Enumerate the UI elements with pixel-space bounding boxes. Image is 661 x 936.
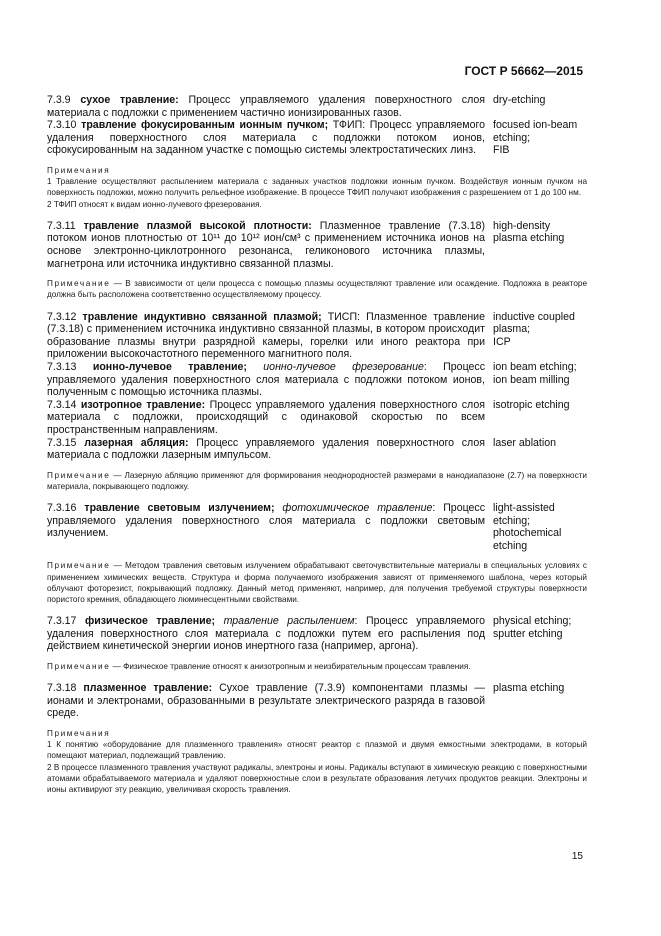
note-7-3-15: Примечание — Лазерную абляцию применяют для формирования неоднородностей размерами в нанодиапазоне (2.7) на поверхности материала, покрывающего подложку. bbox=[47, 470, 587, 491]
note-7-3-11: Примечание — В зависимости от цели процесса с помощью плазмы осуществляют травление или осаждение. Подложка в реакторе должна быть расположена соответственно осуществляемому процессу. bbox=[47, 279, 587, 300]
entry-7-3-18: 7.3.18 плазменное травление: Сухое травление (7.3.9) компонентами плазмы — ионами и электронами, образованными в результате электрического разряда в газовой среде. plasma etching bbox=[47, 682, 565, 720]
standard-header: ГОСТ Р 56662—2015 bbox=[464, 64, 583, 78]
entry-7-3-16: 7.3.16 травление световым излучением; фотохимическое травление: Процесс управляемого удаления поверхностного слоя материала с подложки световым излучением. light-assisted etching; photochemical etching bbox=[47, 502, 562, 552]
note-7-3-17: Примечание — Физическое травление относят к анизотропным и неизбирательным процессам травления. bbox=[47, 662, 471, 672]
entry-7-3-15: 7.3.15 лазерная абляция: Процесс управляемого удаления поверхностного слоя материала с подложки лазерным импульсом. laser ablation bbox=[47, 436, 557, 462]
note-7-3-10: Примечания 1 Травление осуществляют распылением материала с заданных участков подложки ионным пучком. Воздействуя ионным пучком на поверхность подложки, можно получить рельефное изображение. В процессе ТФИП получают изображения с разрешением от 1 до 100 нм. 2 ТФИП относят к видам ионно-лучевого фрезерования. bbox=[47, 165, 587, 209]
entry-7-3-10: 7.3.10 травление фокусированным ионным пучком; ТФИП: Процесс управляемого удаления поверхностного слоя материала с подложки потоком ионов, сфокусированным на заданном участке с помощью системы электростатических линз. focused ion-beam etching; FIB bbox=[47, 119, 578, 157]
entry-7-3-14: 7.3.14 изотропное травление: Процесс управляемого удаления поверхностного слоя материала с подложки, происходящий с одинаковой скоростью по всем пространственным направлениям. isotropic etching bbox=[47, 398, 570, 436]
page-number: 15 bbox=[571, 851, 583, 862]
entry-7-3-9: 7.3.9 сухое травление: Процесс управляемого удаления поверхностного слоя материала с подложки с применением частично ионизированных газов. dry-etching bbox=[47, 94, 546, 119]
entries-list bbox=[47, 94, 587, 805]
entry-7-3-11: 7.3.11 травление плазмой высокой плотности: Плазменное травление (7.3.18) потоком ионов плотностью от 10¹¹ до 10¹² ион/см³ с применением источника ионов на основе электронно-циклотронного резонанса, геликонового источника плазмы, магнетрона или источника индуктивно связанной плазмы. high-density plasma etching bbox=[47, 219, 565, 270]
note-7-3-18: Примечания 1 К понятию «оборудование для плазменного травления» относят реактор с плазмой и двумя емкостными электродами, в который помещают материал, подлежащий травлению. 2 В процессе плазменного травления участвуют радикалы, электроны и ионы. Радикалы вступают в химическую реакцию с поверхностными атомами обрабатываемого материала и удаляют поверхностные слои в результате образования летучих продуктов реакции. Электроны и ионы активируют эту реакцию, увеличивая скорость травления. bbox=[47, 729, 587, 795]
entry-7-3-13: 7.3.13 ионно-лучевое травление; ионно-лучевое фрезерование: Процесс управляемого удаления поверхностного слоя материала с подложки потоком ионов, полученным с помощью источника плазмы. ion beam etching; ion beam milling bbox=[47, 360, 577, 399]
note-7-3-16: Примечание — Методом травления световым излучением обрабатывают светочувствительные материалы в специальных условиях с применением химических веществ. Структура и форма получаемого изображения зависят от применяемого шаблона, через который облучают фоторезист, покрывающий подложку. Данный метод применяют, например, для получения требуемой структуры поверхности пористого кремния, обладающего люминесцентными свойствами. bbox=[47, 561, 587, 605]
entry-7-3-17: 7.3.17 физическое травление; травление распылением: Процесс управляемого удаления поверхностного слоя материала с подложки путем его распыления под действием кинетической энергии ионов инертного газа (например, аргона). physical etching; sputter etching bbox=[47, 615, 572, 653]
entry-7-3-12: 7.3.12 травление индуктивно связанной плазмой; ТИСП: Плазменное травление (7.3.18) с применением источника индуктивно связанной плазмы, в котором происходит образование плазмы внутри разрядной камеры, горелки или иного реактора при приложении высокочастотного переменного магнитного поля. inductive coupled plasma; ICP bbox=[47, 310, 575, 361]
